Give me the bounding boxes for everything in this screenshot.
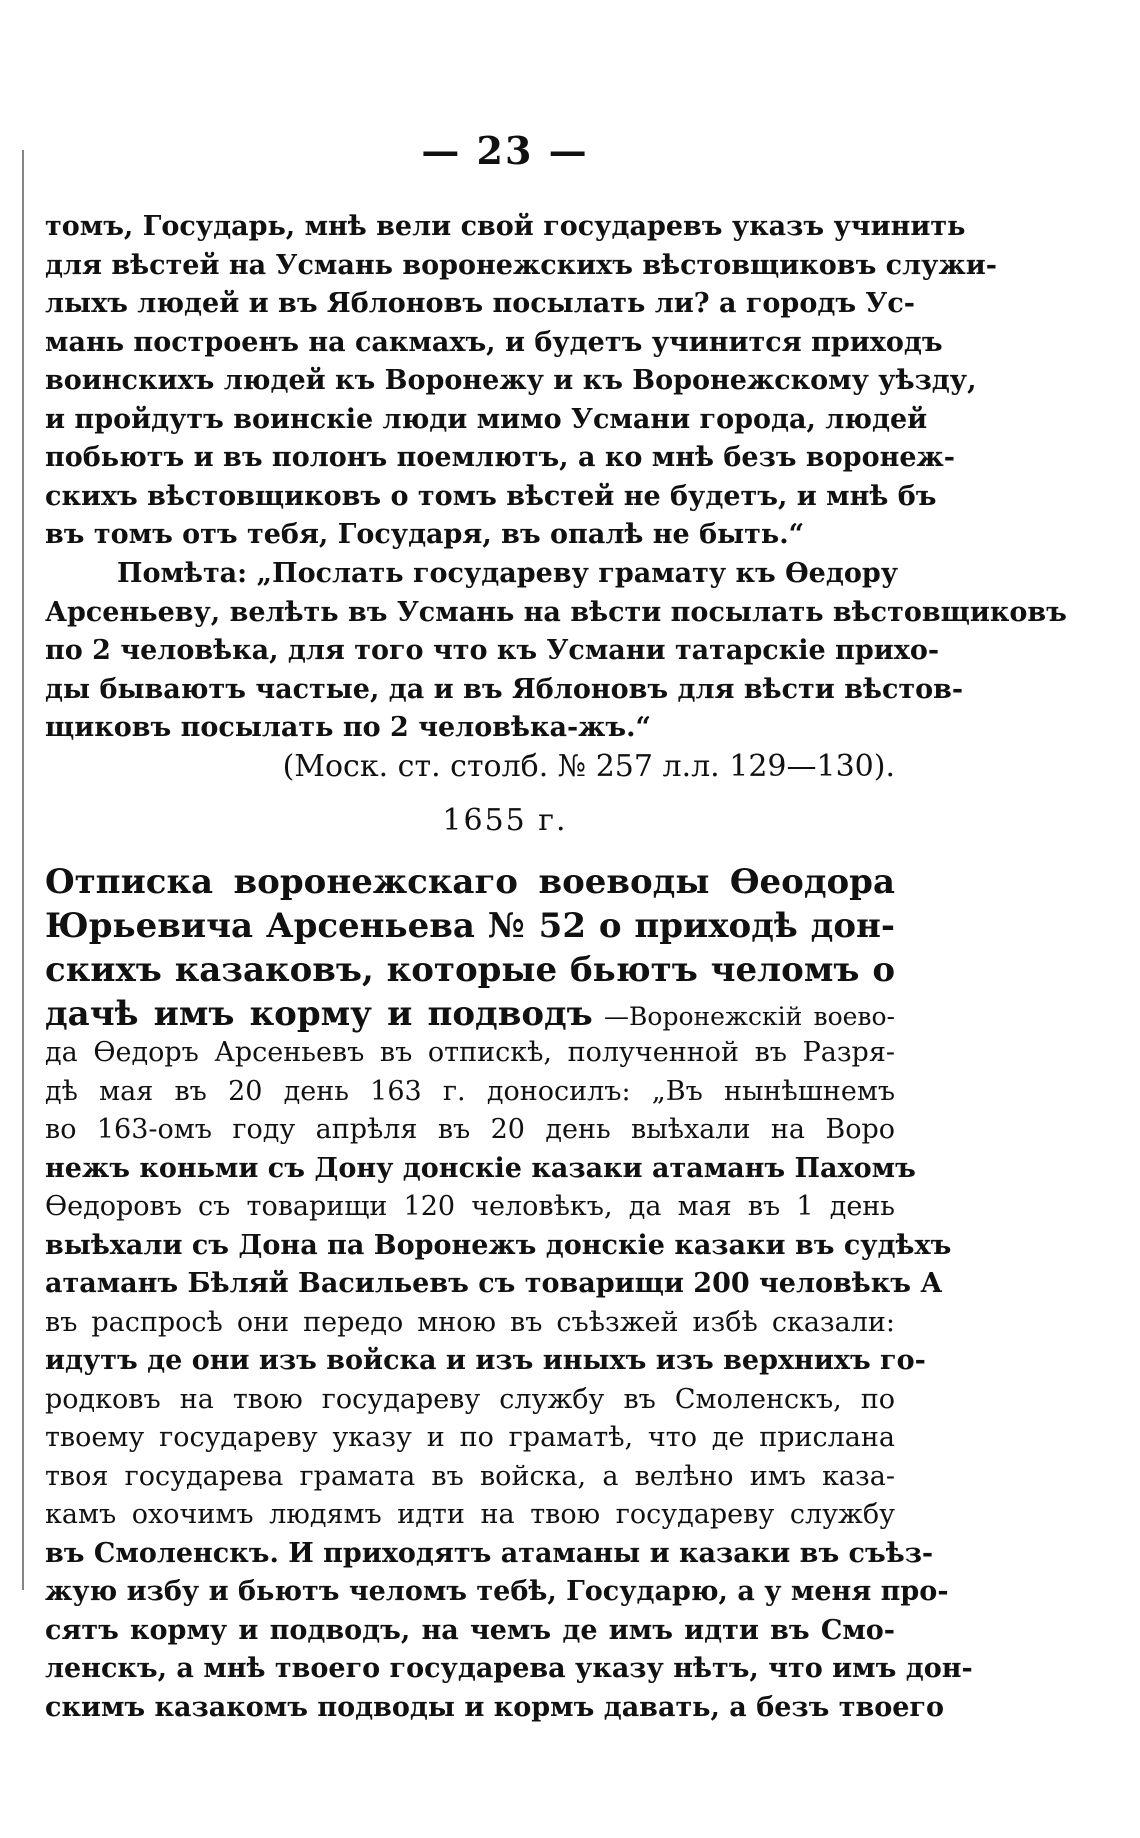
- text-line: жую избу и бьютъ челомъ тебѣ, Государю, а у меня про-: [45, 1576, 949, 1607]
- text-line: скимъ казакомъ подводы и кормъ давать, а безъ твоего: [45, 1691, 944, 1723]
- text-line: скихъ вѣстовщиковъ о томъ вѣстей не будетъ, и мнѣ бъ: [45, 480, 937, 512]
- text-line: въ томъ отъ тебя, Государя, въ опалѣ не быть.“: [45, 519, 805, 550]
- text-line: побьютъ и въ полонъ поемлютъ, а ко мнѣ безъ воронеж-: [45, 442, 955, 473]
- page-edge-rule: [22, 150, 24, 1590]
- heading-body-start: —Воронежскій воево-: [592, 1002, 895, 1031]
- page-number: — 23 —: [421, 128, 589, 173]
- text-line: Ѳедоровъ съ товарищи 120 человѣкъ, да мая въ 1 день: [45, 1191, 895, 1222]
- text-line: атаманъ Бѣляй Васильевъ съ товарищи 200 человѣкъ А: [45, 1268, 943, 1299]
- text-line: щиковъ посылать по 2 человѣка-жъ.“: [45, 712, 652, 743]
- text-line: выѣхали съ Дона па Воронежъ донскіе казаки въ судѣхъ: [45, 1229, 952, 1261]
- text-line: идутъ де они изъ войска и изъ иныхъ изъ верхнихъ го-: [45, 1345, 926, 1376]
- text-line: Помѣта: „Послать государеву грамату къ Ѳедору: [117, 558, 899, 589]
- text-line: въ распросѣ они передо мною въ съѣзжей избѣ сказали:: [45, 1306, 895, 1338]
- heading-line: [45, 992, 895, 1036]
- heading-line: Юрьевича Арсеньева № 52 о приходѣ дон-: [45, 906, 895, 946]
- source-reference-block: [45, 748, 895, 787]
- text-line: по 2 человѣка, для того что къ Усмани татарскіе прихо-: [45, 635, 940, 666]
- text-line: дѣ мая въ 20 день 163 г. доносилъ: „Въ нынѣшнемъ: [45, 1075, 895, 1107]
- text-line: въ Смоленскъ. И приходятъ атаманы и казаки въ съѣз-: [45, 1537, 934, 1569]
- text-line: томъ, Государь, мнѣ вели свой государевъ указъ учинить: [45, 211, 966, 242]
- text-line: сятъ корму и подводъ, на чемъ де имъ идти въ Смо-: [45, 1614, 895, 1646]
- text-line: во 163-омъ году апрѣля въ 20 день выѣхали на Воро: [45, 1114, 895, 1145]
- text-line: и пройдутъ воинскіе люди мимо Усмани города, людей: [45, 403, 928, 435]
- text-line: Арсеньеву, велѣть въ Усмань на вѣсти посылать вѣстовщиковъ: [45, 596, 1067, 628]
- paragraph-resolution: [45, 555, 1067, 748]
- text-line: камъ охочимъ людямъ идти на твою государеву службу: [45, 1499, 895, 1530]
- text-line: мань построенъ на сакмахъ, и будетъ учинится приходъ: [45, 326, 943, 358]
- text-line: нежъ коньми съ Дону донскіе казаки атаманъ Пахомъ: [45, 1152, 916, 1184]
- text-line: для вѣстей на Усмань воронежскихъ вѣстовщиковъ служи-: [45, 249, 997, 281]
- text-line: твоя государева грамата въ войска, а велѣно имъ каза-: [45, 1460, 895, 1492]
- paragraph-report: [45, 1034, 973, 1727]
- source-reference: (Моск. ст. столб. № 257 л.л. 129—130).: [282, 749, 895, 784]
- paragraph-petition: [45, 208, 997, 555]
- text-line: ленскъ, а мнѣ твоего государева указу нѣтъ, что имъ дон-: [45, 1653, 973, 1684]
- text-line: ды бываютъ частые, да и въ Яблоновъ для вѣсти вѣстов-: [45, 673, 964, 705]
- text-line: родковъ на твою государеву службу въ Смоленскъ, по: [45, 1383, 895, 1415]
- text-line: лыхъ людей и въ Яблоновъ посылать ли? а городъ Ус-: [45, 288, 915, 319]
- text-line: твоему государеву указу и по граматѣ, что де прислана: [45, 1422, 895, 1453]
- heading-line: Отписка воронежскаго воеводы Ѳеодора: [45, 862, 895, 902]
- year-heading: 1655 г.: [442, 803, 568, 838]
- document-heading: [45, 860, 895, 1036]
- text-line: да Ѳедоръ Арсеньевъ въ отпискѣ, полученной въ Разря-: [45, 1037, 895, 1068]
- text-line: воинскихъ людей къ Воронежу и къ Воронежскому уѣзду,: [45, 365, 977, 396]
- heading-title-end: дачѣ имъ корму и подводъ: [45, 994, 593, 1034]
- heading-line: скихъ казаковъ, которые бьютъ челомъ о: [45, 950, 895, 990]
